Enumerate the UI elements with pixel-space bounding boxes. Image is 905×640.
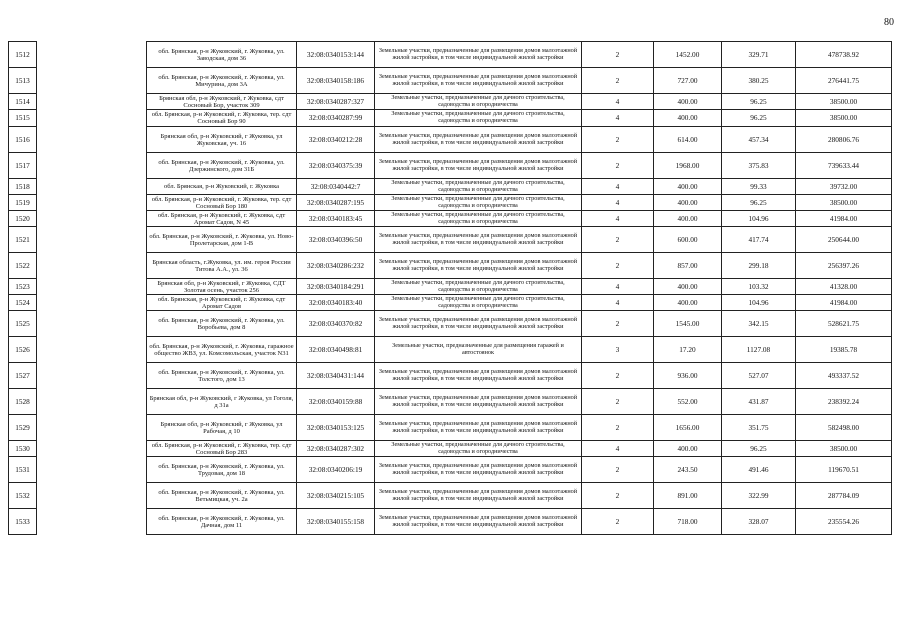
- table-row: [9, 457, 892, 483]
- group-cell: 2: [582, 389, 654, 415]
- table-row: [9, 441, 892, 457]
- group-cell: 2: [582, 42, 654, 68]
- land-use-cell: Земельные участки, предназначенные для дачного строительства, садоводства и огородничества: [375, 94, 582, 110]
- blank-cell: [37, 363, 147, 389]
- blank-cell: [37, 253, 147, 279]
- blank-cell: [37, 227, 147, 253]
- row-number: 1533: [9, 509, 37, 535]
- blank-cell: [37, 509, 147, 535]
- area-cell: 400.00: [654, 195, 722, 211]
- cadastral-number-cell: 32:08:0340287:195: [297, 195, 375, 211]
- land-use-cell: Земельные участки, предназначенные для размещения домов малоэтажной жилой застройки, в том числе индивидуальной жилой застройки: [375, 389, 582, 415]
- page-number: 80: [884, 17, 894, 28]
- row-number: 1520: [9, 211, 37, 227]
- table-row: [9, 179, 892, 195]
- cadastral-value-cell: 280806.76: [796, 127, 892, 153]
- blank-cell: [37, 179, 147, 195]
- address-cell: обл. Брянская, р-н Жуковский, г. Жуковка, ул. Толстого, дом 13: [147, 363, 297, 389]
- cadastral-value-cell: 41984.00: [796, 295, 892, 311]
- blank-cell: [37, 279, 147, 295]
- land-plots-table: [8, 41, 892, 535]
- blank-cell: [37, 153, 147, 179]
- cadastral-number-cell: 32:08:0340183:45: [297, 211, 375, 227]
- area-cell: 1656.00: [654, 415, 722, 441]
- address-cell: обл. Брянская, р-н Жуковский, г. Жуковка: [147, 179, 297, 195]
- row-number: 1518: [9, 179, 37, 195]
- cadastral-number-cell: 32:08:0340212:28: [297, 127, 375, 153]
- area-cell: 1968.00: [654, 153, 722, 179]
- area-cell: 17.20: [654, 337, 722, 363]
- address-cell: обл. Брянская, р-н Жуковский, г. Жуковка, тер. сдт Сосновый Бор 180: [147, 195, 297, 211]
- land-use-cell: Земельные участки, предназначенные для дачного строительства, садоводства и огородничества: [375, 195, 582, 211]
- address-cell: обл. Брянская, р-н Жуковский, г. Жуковка, ул. Трудовая, дом 18: [147, 457, 297, 483]
- area-cell: 243.50: [654, 457, 722, 483]
- row-number: 1530: [9, 441, 37, 457]
- area-cell: 718.00: [654, 509, 722, 535]
- row-number: 1519: [9, 195, 37, 211]
- specific-value-cell: 431.87: [722, 389, 796, 415]
- cadastral-number-cell: 32:08:0340287:99: [297, 110, 375, 127]
- area-cell: 400.00: [654, 110, 722, 127]
- group-cell: 3: [582, 337, 654, 363]
- address-cell: обл. Брянская, р-н Жуковский, г. Жуковка, ул. Ново-Пролетарская, дом 1-В: [147, 227, 297, 253]
- specific-value-cell: 329.71: [722, 42, 796, 68]
- blank-cell: [37, 311, 147, 337]
- cadastral-number-cell: 32:08:0340370:82: [297, 311, 375, 337]
- row-number: 1514: [9, 94, 37, 110]
- cadastral-value-cell: 38500.00: [796, 195, 892, 211]
- cadastral-number-cell: 32:08:0340206:19: [297, 457, 375, 483]
- area-cell: 400.00: [654, 179, 722, 195]
- table-row: [9, 227, 892, 253]
- cadastral-number-cell: 32:08:0340215:105: [297, 483, 375, 509]
- cadastral-value-cell: 38500.00: [796, 94, 892, 110]
- table-row: [9, 363, 892, 389]
- cadastral-number-cell: 32:08:0340431:144: [297, 363, 375, 389]
- cadastral-value-cell: 38500.00: [796, 110, 892, 127]
- specific-value-cell: 299.18: [722, 253, 796, 279]
- area-cell: 400.00: [654, 94, 722, 110]
- cadastral-number-cell: 32:08:0340442:7: [297, 179, 375, 195]
- blank-cell: [37, 94, 147, 110]
- area-cell: 552.00: [654, 389, 722, 415]
- specific-value-cell: 380.25: [722, 68, 796, 94]
- cadastral-number-cell: 32:08:0340158:186: [297, 68, 375, 94]
- specific-value-cell: 417.74: [722, 227, 796, 253]
- cadastral-value-cell: 287784.09: [796, 483, 892, 509]
- specific-value-cell: 99.33: [722, 179, 796, 195]
- table-row: [9, 509, 892, 535]
- specific-value-cell: 96.25: [722, 195, 796, 211]
- group-cell: 2: [582, 311, 654, 337]
- land-use-cell: Земельные участки, предназначенные для дачного строительства, садоводства и огородничества: [375, 279, 582, 295]
- cadastral-value-cell: 235554.26: [796, 509, 892, 535]
- group-cell: 4: [582, 179, 654, 195]
- specific-value-cell: 96.25: [722, 110, 796, 127]
- cadastral-value-cell: 39732.00: [796, 179, 892, 195]
- table-row: [9, 279, 892, 295]
- specific-value-cell: 491.46: [722, 457, 796, 483]
- cadastral-number-cell: 32:08:0340287:327: [297, 94, 375, 110]
- address-cell: обл. Брянская, р-н Жуковский, г. Жуковка, ул. Ветьмицкая, уч. 2а: [147, 483, 297, 509]
- table-row: [9, 415, 892, 441]
- row-number: 1512: [9, 42, 37, 68]
- table-row: [9, 68, 892, 94]
- address-cell: обл. Брянская, р-н Жуковский, г. Жуковка, тер. сдт Сосновый Бор 283: [147, 441, 297, 457]
- address-cell: обл. Брянская, р-н Жуковский, г. Жуковка, гаражное общество ЖВЗ, ул. Комсомольская, участок N31: [147, 337, 297, 363]
- address-cell: обл. Брянская, р-н Жуковский, г. Жуковка, ул. Мичурина, дом 3А: [147, 68, 297, 94]
- cadastral-value-cell: 238392.24: [796, 389, 892, 415]
- cadastral-value-cell: 493337.52: [796, 363, 892, 389]
- group-cell: 4: [582, 295, 654, 311]
- row-number: 1522: [9, 253, 37, 279]
- row-number: 1523: [9, 279, 37, 295]
- cadastral-number-cell: 32:08:0340286:232: [297, 253, 375, 279]
- cadastral-number-cell: 32:08:0340159:88: [297, 389, 375, 415]
- address-cell: обл. Брянская, р-н Жуковский, г. Жуковка, ул. Дачная, дом 11: [147, 509, 297, 535]
- row-number: 1528: [9, 389, 37, 415]
- group-cell: 2: [582, 127, 654, 153]
- table-body: [9, 42, 892, 535]
- blank-cell: [37, 110, 147, 127]
- cadastral-number-cell: 32:08:0340153:144: [297, 42, 375, 68]
- cadastral-value-cell: 19385.78: [796, 337, 892, 363]
- land-use-cell: Земельные участки, предназначенные для размещения домов малоэтажной жилой застройки, в том числе индивидуальной жилой застройки: [375, 363, 582, 389]
- area-cell: 400.00: [654, 295, 722, 311]
- row-number: 1524: [9, 295, 37, 311]
- area-cell: 400.00: [654, 441, 722, 457]
- row-number: 1529: [9, 415, 37, 441]
- cadastral-number-cell: 32:08:0340396:50: [297, 227, 375, 253]
- cadastral-number-cell: 32:08:0340287:302: [297, 441, 375, 457]
- group-cell: 2: [582, 457, 654, 483]
- land-use-cell: Земельные участки, предназначенные для размещения домов малоэтажной жилой застройки, в том числе индивидуальной жилой застройки: [375, 311, 582, 337]
- row-number: 1515: [9, 110, 37, 127]
- land-use-cell: Земельные участки, предназначенные для дачного строительства, садоводства и огородничества: [375, 295, 582, 311]
- area-cell: 857.00: [654, 253, 722, 279]
- blank-cell: [37, 68, 147, 94]
- area-cell: 614.00: [654, 127, 722, 153]
- table-row: [9, 211, 892, 227]
- cadastral-value-cell: 276441.75: [796, 68, 892, 94]
- specific-value-cell: 104.96: [722, 295, 796, 311]
- cadastral-number-cell: 32:08:0340498:81: [297, 337, 375, 363]
- land-use-cell: Земельные участки, предназначенные для размещения домов малоэтажной жилой застройки, в том числе индивидуальной жилой застройки: [375, 68, 582, 94]
- row-number: 1526: [9, 337, 37, 363]
- table-row: [9, 195, 892, 211]
- cadastral-number-cell: 32:08:0340153:125: [297, 415, 375, 441]
- blank-cell: [37, 295, 147, 311]
- blank-cell: [37, 483, 147, 509]
- area-cell: 600.00: [654, 227, 722, 253]
- land-use-cell: Земельные участки, предназначенные для размещения домов малоэтажной жилой застройки, в том числе индивидуальной жилой застройки: [375, 253, 582, 279]
- group-cell: 4: [582, 195, 654, 211]
- address-cell: Брянская обл, р-н Жуковский, г Жуковка, ул Гоголя, д 31а: [147, 389, 297, 415]
- land-use-cell: Земельные участки, предназначенные для размещения домов малоэтажной жилой застройки, в том числе индивидуальной жилой застройки: [375, 415, 582, 441]
- cadastral-value-cell: 250644.00: [796, 227, 892, 253]
- group-cell: 4: [582, 211, 654, 227]
- specific-value-cell: 342.15: [722, 311, 796, 337]
- specific-value-cell: 96.25: [722, 94, 796, 110]
- cadastral-value-cell: 478738.92: [796, 42, 892, 68]
- row-number: 1513: [9, 68, 37, 94]
- specific-value-cell: 375.83: [722, 153, 796, 179]
- cadastral-value-cell: 41984.00: [796, 211, 892, 227]
- row-number: 1527: [9, 363, 37, 389]
- cadastral-value-cell: 528621.75: [796, 311, 892, 337]
- table-row: [9, 389, 892, 415]
- specific-value-cell: 351.75: [722, 415, 796, 441]
- land-use-cell: Земельные участки, предназначенные для размещения гаражей и автостоянок: [375, 337, 582, 363]
- specific-value-cell: 1127.08: [722, 337, 796, 363]
- group-cell: 2: [582, 483, 654, 509]
- table-row: [9, 42, 892, 68]
- table-row: [9, 311, 892, 337]
- table-row: [9, 94, 892, 110]
- specific-value-cell: 527.07: [722, 363, 796, 389]
- blank-cell: [37, 195, 147, 211]
- blank-cell: [37, 337, 147, 363]
- address-cell: обл. Брянская, р-н Жуковский, г. Жуковка, ул. Заводская, дом 36: [147, 42, 297, 68]
- area-cell: 400.00: [654, 279, 722, 295]
- specific-value-cell: 457.34: [722, 127, 796, 153]
- blank-cell: [37, 211, 147, 227]
- row-number: 1525: [9, 311, 37, 337]
- specific-value-cell: 96.25: [722, 441, 796, 457]
- group-cell: 2: [582, 253, 654, 279]
- cadastral-value-cell: 38500.00: [796, 441, 892, 457]
- group-cell: 4: [582, 279, 654, 295]
- address-cell: обл. Брянская, р-н Жуковский, г. Жуковка, сдт Аромат Садов, N 45: [147, 211, 297, 227]
- table-row: [9, 153, 892, 179]
- land-use-cell: Земельные участки, предназначенные для дачного строительства, садоводства и огородничества: [375, 110, 582, 127]
- land-use-cell: Земельные участки, предназначенные для размещения домов малоэтажной жилой застройки, в том числе индивидуальной жилой застройки: [375, 42, 582, 68]
- blank-cell: [37, 441, 147, 457]
- address-cell: Брянская обл, р-н Жуковский, г Жуковка, ул Рабочая, д 10: [147, 415, 297, 441]
- specific-value-cell: 104.96: [722, 211, 796, 227]
- group-cell: 2: [582, 227, 654, 253]
- specific-value-cell: 322.99: [722, 483, 796, 509]
- group-cell: 2: [582, 415, 654, 441]
- land-use-cell: Земельные участки, предназначенные для размещения домов малоэтажной жилой застройки, в том числе индивидуальной жилой застройки: [375, 509, 582, 535]
- row-number: 1521: [9, 227, 37, 253]
- group-cell: 2: [582, 509, 654, 535]
- land-use-cell: Земельные участки, предназначенные для размещения домов малоэтажной жилой застройки, в том числе индивидуальной жилой застройки: [375, 127, 582, 153]
- cadastral-value-cell: 119670.51: [796, 457, 892, 483]
- blank-cell: [37, 389, 147, 415]
- group-cell: 2: [582, 68, 654, 94]
- area-cell: 1452.00: [654, 42, 722, 68]
- cadastral-number-cell: 32:08:0340155:158: [297, 509, 375, 535]
- table-row: [9, 483, 892, 509]
- area-cell: 1545.00: [654, 311, 722, 337]
- row-number: 1516: [9, 127, 37, 153]
- group-cell: 4: [582, 94, 654, 110]
- cadastral-value-cell: 256397.26: [796, 253, 892, 279]
- land-use-cell: Земельные участки, предназначенные для дачного строительства, садоводства и огородничества: [375, 179, 582, 195]
- area-cell: 727.00: [654, 68, 722, 94]
- area-cell: 891.00: [654, 483, 722, 509]
- address-cell: обл. Брянская, р-н Жуковский, г. Жуковка, сдт Аромат Садов: [147, 295, 297, 311]
- row-number: 1532: [9, 483, 37, 509]
- cadastral-number-cell: 32:08:0340375:39: [297, 153, 375, 179]
- blank-cell: [37, 42, 147, 68]
- address-cell: Брянская обл, р-н Жуковский, г Жуковка, СДТ Золотая осень, участок 256: [147, 279, 297, 295]
- specific-value-cell: 328.07: [722, 509, 796, 535]
- cadastral-value-cell: 739633.44: [796, 153, 892, 179]
- table-row: [9, 337, 892, 363]
- cadastral-number-cell: 32:08:0340184:291: [297, 279, 375, 295]
- address-cell: Брянская обл, р-н Жуковский, г Жуковка, ул Жуковская, уч. 16: [147, 127, 297, 153]
- cadastral-value-cell: 582498.00: [796, 415, 892, 441]
- blank-cell: [37, 415, 147, 441]
- row-number: 1531: [9, 457, 37, 483]
- address-cell: обл. Брянская, р-н Жуковский, г. Жуковка, ул. Дзержинского, дом 31Б: [147, 153, 297, 179]
- table-row: [9, 127, 892, 153]
- group-cell: 2: [582, 153, 654, 179]
- land-use-cell: Земельные участки, предназначенные для размещения домов малоэтажной жилой застройки, в том числе индивидуальной жилой застройки: [375, 457, 582, 483]
- land-use-cell: Земельные участки, предназначенные для размещения домов малоэтажной жилой застройки, в том числе индивидуальной жилой застройки: [375, 483, 582, 509]
- area-cell: 936.00: [654, 363, 722, 389]
- blank-cell: [37, 457, 147, 483]
- land-use-cell: Земельные участки, предназначенные для дачного строительства, садоводства и огородничества: [375, 441, 582, 457]
- address-cell: обл. Брянская, р-н Жуковский, г. Жуковка, тер. сдт Сосновый Бор 90: [147, 110, 297, 127]
- land-use-cell: Земельные участки, предназначенные для дачного строительства, садоводства и огородничества: [375, 211, 582, 227]
- table-row: [9, 110, 892, 127]
- address-cell: Брянская обл, р-н Жуковский, г Жуковка, сдт Сосновый Бор, участок 309: [147, 94, 297, 110]
- area-cell: 400.00: [654, 211, 722, 227]
- land-use-cell: Земельные участки, предназначенные для размещения домов малоэтажной жилой застройки, в том числе индивидуальной жилой застройки: [375, 227, 582, 253]
- land-use-cell: Земельные участки, предназначенные для размещения домов малоэтажной жилой застройки, в том числе индивидуальной жилой застройки: [375, 153, 582, 179]
- table-row: [9, 295, 892, 311]
- group-cell: 4: [582, 110, 654, 127]
- row-number: 1517: [9, 153, 37, 179]
- address-cell: обл. Брянская, р-н Жуковский, г. Жуковка, ул. Воробьева, дом 8: [147, 311, 297, 337]
- table-row: [9, 253, 892, 279]
- blank-cell: [37, 127, 147, 153]
- group-cell: 2: [582, 363, 654, 389]
- address-cell: Брянская область, г.Жуковка, ул. им. героя России Титова А.А., ул. 36: [147, 253, 297, 279]
- group-cell: 4: [582, 441, 654, 457]
- specific-value-cell: 103.32: [722, 279, 796, 295]
- cadastral-value-cell: 41328.00: [796, 279, 892, 295]
- cadastral-number-cell: 32:08:0340183:40: [297, 295, 375, 311]
